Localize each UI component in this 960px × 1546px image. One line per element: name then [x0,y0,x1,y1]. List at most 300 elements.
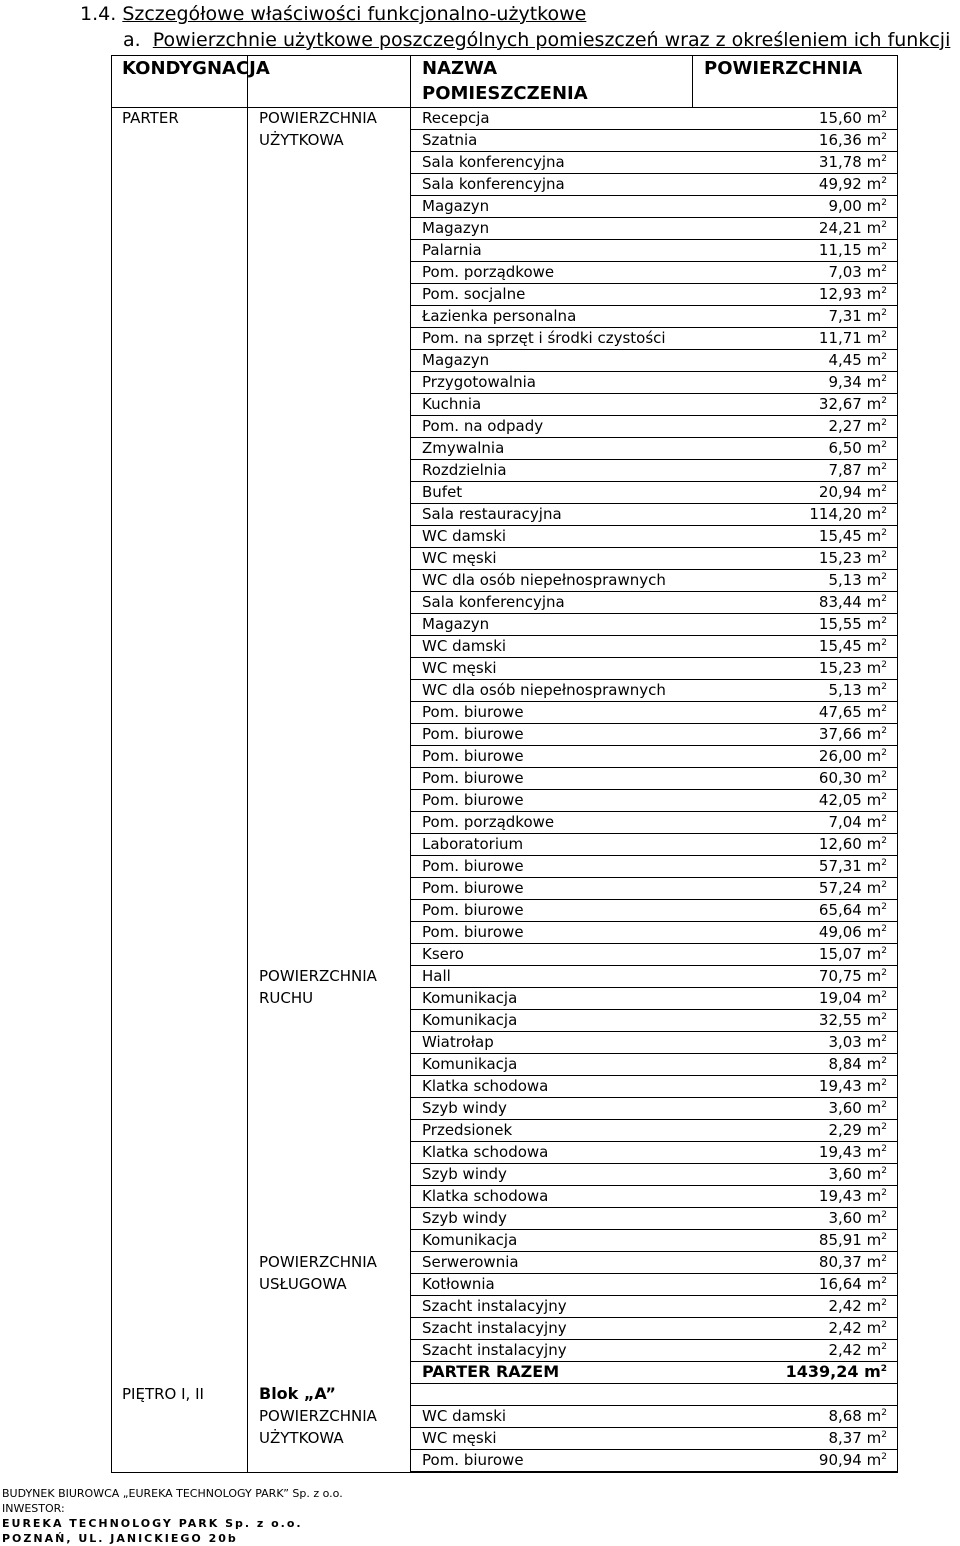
area-unit-exponent: 2 [881,902,887,912]
room-area-value: 9,00 [828,197,862,215]
room-area [819,327,887,349]
area-unit-exponent: 2 [881,1144,887,1154]
area-unit: m [866,153,882,171]
room-area-value: 3,60 [828,1209,862,1227]
room-name: WC damski [422,1407,507,1425]
room-area [828,1163,887,1185]
room-name: Pom. biurowe [422,791,524,809]
room-area [828,371,887,393]
area-unit-exponent: 2 [880,1364,887,1374]
area-unit: m [866,1231,882,1249]
area-unit: m [866,1341,882,1359]
room-area-value: 12,60 [818,835,862,853]
area-unit: m [866,1187,882,1205]
area-unit-exponent: 2 [881,1254,887,1264]
room-area-value: 90,94 [818,1451,862,1469]
room-area [819,745,887,767]
room-area [828,349,887,371]
room-name: Pom. na sprzęt i środki czystości [422,329,666,347]
room-area [819,1185,887,1207]
room-name: WC męski [422,659,497,677]
section-heading [80,3,586,25]
block-label: Blok „A” [259,1384,336,1403]
room-name: Rozdzielnia [422,461,507,479]
area-unit: m [866,483,882,501]
room-area-value: 114,20 [809,505,862,523]
area-unit-exponent: 2 [881,1056,887,1066]
area-unit: m [866,1407,882,1425]
room-name: Sala konferencyjna [422,175,565,193]
area-unit: m [866,1451,882,1469]
room-area [828,1427,887,1449]
room-area-value: 3,60 [828,1099,862,1117]
storey-label: PIĘTRO I, II [122,1385,204,1403]
room-area-value: 2,42 [828,1341,862,1359]
room-area [819,965,887,987]
area-unit-exponent: 2 [881,748,887,758]
table-header-border [112,107,897,108]
area-unit: m [866,461,882,479]
area-unit-exponent: 2 [881,1430,887,1440]
group-label: USŁUGOWA [259,1275,347,1293]
area-unit: m [866,791,882,809]
row-border [410,1471,897,1472]
group-label: UŻYTKOWA [259,131,344,149]
area-unit: m [866,769,882,787]
room-area-value: 37,66 [818,725,862,743]
room-name: Ksero [422,945,464,963]
room-area-value: 1439,24 [785,1362,859,1381]
room-name: Pom. biurowe [422,879,524,897]
storey-label: PARTER [122,109,179,127]
area-unit: m [866,681,882,699]
room-area-value: 11,71 [818,329,862,347]
room-area [828,1405,887,1427]
area-unit-exponent: 2 [881,154,887,164]
area-unit: m [866,197,882,215]
area-unit: m [866,131,882,149]
room-area [819,767,887,789]
area-unit-exponent: 2 [881,1232,887,1242]
area-unit: m [866,219,882,237]
area-unit-exponent: 2 [881,418,887,428]
room-name: Szyb windy [422,1099,507,1117]
room-area [819,1273,887,1295]
area-unit: m [866,593,882,611]
area-unit-exponent: 2 [881,308,887,318]
section-title: Szczegółowe właściwości funkcjonalno-użytkowe [122,3,587,25]
room-name: Magazyn [422,219,490,237]
area-unit: m [866,1121,882,1139]
room-area-value: 4,45 [828,351,862,369]
room-name: Wiatrołap [422,1033,494,1051]
room-area [828,195,887,217]
room-area-value: 7,87 [828,461,862,479]
room-area-value: 2,27 [828,417,862,435]
room-name: Klatka schodowa [422,1077,549,1095]
room-area-table [111,55,898,1473]
room-area [819,217,887,239]
area-unit-exponent: 2 [881,286,887,296]
area-unit: m [866,1297,882,1315]
room-area [828,261,887,283]
area-unit: m [866,725,882,743]
room-area [819,481,887,503]
group-label: UŻYTKOWA [259,1429,344,1447]
room-area-value: 2,42 [828,1297,862,1315]
room-name: Pom. biurowe [422,901,524,919]
room-area-value: 19,04 [818,989,862,1007]
area-unit-exponent: 2 [881,924,887,934]
area-unit: m [866,417,882,435]
area-unit-exponent: 2 [881,990,887,1000]
area-unit-exponent: 2 [881,1276,887,1286]
area-unit-exponent: 2 [881,110,887,120]
room-name: PARTER RAZEM [422,1362,560,1381]
room-area [819,1449,887,1471]
area-unit-exponent: 2 [881,264,887,274]
room-area [819,107,887,129]
room-area [828,1207,887,1229]
document-footer [2,1486,343,1546]
area-unit: m [866,857,882,875]
area-unit: m [866,373,882,391]
area-unit: m [866,1143,882,1161]
room-area [819,921,887,943]
area-unit: m [866,637,882,655]
area-unit-exponent: 2 [881,1012,887,1022]
room-area-value: 2,42 [828,1319,862,1337]
room-name: Komunikacja [422,1055,518,1073]
group-label: POWIERZCHNIA [259,967,377,985]
room-name: Pom. biurowe [422,703,524,721]
room-area [828,459,887,481]
header-area: POWIERZCHNIA [704,58,863,79]
room-area [819,1075,887,1097]
area-unit-exponent: 2 [881,1452,887,1462]
footer-investor-name: EUREKA TECHNOLOGY PARK Sp. z o.o. [2,1517,303,1530]
room-name: Komunikacja [422,1011,518,1029]
area-unit: m [866,901,882,919]
area-unit: m [866,659,882,677]
header-storey: KONDYGNACJA [122,58,270,79]
area-unit-exponent: 2 [881,660,887,670]
area-unit-exponent: 2 [881,616,887,626]
footer-investor-label: INWESTOR: [2,1502,65,1515]
room-area-value: 9,34 [828,373,862,391]
area-unit: m [866,285,882,303]
area-unit-exponent: 2 [881,792,887,802]
room-area [819,173,887,195]
room-area-value: 20,94 [818,483,862,501]
area-unit-exponent: 2 [881,550,887,560]
area-unit-exponent: 2 [881,330,887,340]
room-name: Szacht instalacyjny [422,1319,567,1337]
room-area [786,1361,887,1383]
room-area [819,943,887,965]
room-area-value: 47,65 [818,703,862,721]
area-unit-exponent: 2 [881,484,887,494]
room-name: Bufet [422,483,463,501]
room-area [828,1119,887,1141]
room-name: Pom. socjalne [422,285,526,303]
room-area-value: 5,13 [828,681,862,699]
room-area [819,899,887,921]
room-name: Pom. biurowe [422,747,524,765]
room-area [819,1229,887,1251]
subsection-heading [123,29,950,51]
room-area-value: 60,30 [818,769,862,787]
room-area-value: 19,43 [818,1143,862,1161]
room-area-value: 32,55 [818,1011,862,1029]
area-unit: m [866,615,882,633]
room-area [819,723,887,745]
room-area [819,833,887,855]
room-name: Kotłownia [422,1275,495,1293]
group-label: POWIERZCHNIA [259,1253,377,1271]
area-unit: m [866,989,882,1007]
area-unit-exponent: 2 [881,1122,887,1132]
room-area [819,701,887,723]
room-area-value: 16,64 [818,1275,862,1293]
area-unit-exponent: 2 [881,572,887,582]
room-area-value: 11,15 [818,241,862,259]
area-unit: m [866,879,882,897]
room-area [819,151,887,173]
area-unit-exponent: 2 [881,704,887,714]
area-unit-exponent: 2 [881,814,887,824]
area-unit: m [866,1253,882,1271]
area-unit-exponent: 2 [881,1342,887,1352]
room-name: Laboratorium [422,835,524,853]
room-name: Hall [422,967,451,985]
room-area-value: 57,31 [818,857,862,875]
room-area-value: 15,45 [818,637,862,655]
room-name: Pom. na odpady [422,417,544,435]
room-area-value: 83,44 [818,593,862,611]
area-unit: m [866,703,882,721]
area-unit: m [866,813,882,831]
room-area-value: 49,92 [818,175,862,193]
room-area-value: 24,21 [818,219,862,237]
room-name: WC damski [422,527,507,545]
area-unit-exponent: 2 [881,638,887,648]
room-area-value: 2,29 [828,1121,862,1139]
room-name: Przygotowalnia [422,373,536,391]
room-name: Szatnia [422,131,478,149]
area-unit-exponent: 2 [881,528,887,538]
area-unit-exponent: 2 [881,946,887,956]
room-area [828,305,887,327]
room-area-value: 16,36 [818,131,862,149]
area-unit: m [866,747,882,765]
room-name: Pom. biurowe [422,857,524,875]
room-name: Komunikacja [422,1231,518,1249]
room-area-value: 3,60 [828,1165,862,1183]
area-unit: m [866,263,882,281]
room-area-value: 7,31 [828,307,862,325]
footer-building: BUDYNEK BIUROWCA „EUREKA TECHNOLOGY PARK” Sp. z o.o. [2,1487,343,1500]
room-area-value: 57,24 [818,879,862,897]
room-area [809,503,887,525]
room-area-value: 8,68 [828,1407,862,1425]
room-area [819,789,887,811]
room-area [828,415,887,437]
room-area-value: 19,43 [818,1077,862,1095]
room-area [819,239,887,261]
room-area [819,591,887,613]
room-area-value: 65,64 [818,901,862,919]
room-area-value: 31,78 [818,153,862,171]
room-area [828,1097,887,1119]
room-area-value: 70,75 [818,967,862,985]
area-unit-exponent: 2 [881,880,887,890]
area-unit: m [866,945,882,963]
room-name: Szyb windy [422,1209,507,1227]
area-unit: m [866,1319,882,1337]
area-unit: m [866,505,882,523]
area-unit-exponent: 2 [881,1188,887,1198]
room-area-value: 8,84 [828,1055,862,1073]
room-name: Klatka schodowa [422,1187,549,1205]
area-unit: m [866,923,882,941]
room-name: Pom. biurowe [422,1451,524,1469]
room-area-value: 49,06 [818,923,862,941]
group-label: POWIERZCHNIA [259,109,377,127]
area-unit-exponent: 2 [881,1078,887,1088]
room-area-value: 42,05 [818,791,862,809]
room-name: Przedsionek [422,1121,513,1139]
area-unit-exponent: 2 [881,374,887,384]
area-unit-exponent: 2 [881,1166,887,1176]
area-unit-exponent: 2 [881,242,887,252]
room-name: Zmywalnia [422,439,505,457]
room-name: Magazyn [422,197,490,215]
room-area-value: 19,43 [818,1187,862,1205]
area-unit: m [866,1077,882,1095]
column-divider-storey [247,55,248,1472]
room-area [819,987,887,1009]
room-name: Komunikacja [422,989,518,1007]
room-area [819,1009,887,1031]
room-name: Magazyn [422,615,490,633]
room-area [828,1339,887,1361]
area-unit: m [866,527,882,545]
area-unit: m [866,1033,882,1051]
area-unit: m [866,967,882,985]
area-unit-exponent: 2 [881,1210,887,1220]
header-room-name-2: POMIESZCZENIA [422,83,588,104]
area-unit-exponent: 2 [881,836,887,846]
room-name: Szyb windy [422,1165,507,1183]
room-area-value: 15,45 [818,527,862,545]
room-name: Szacht instalacyjny [422,1341,567,1359]
area-unit: m [866,1011,882,1029]
room-name: Sala konferencyjna [422,153,565,171]
area-unit: m [866,1099,882,1117]
column-divider-group [410,55,411,1472]
area-unit: m [866,1165,882,1183]
room-name: Pom. porządkowe [422,263,555,281]
room-area [828,1317,887,1339]
room-area-value: 80,37 [818,1253,862,1271]
area-unit: m [866,571,882,589]
area-unit-exponent: 2 [881,198,887,208]
area-unit: m [866,1429,882,1447]
area-unit: m [866,549,882,567]
room-name: Pom. biurowe [422,769,524,787]
area-unit: m [866,241,882,259]
area-unit: m [866,109,882,127]
room-area [819,393,887,415]
room-area [819,635,887,657]
area-unit-exponent: 2 [881,726,887,736]
room-area [819,657,887,679]
subsection-marker: a. [123,29,141,51]
room-area [828,569,887,591]
room-name: Recepcja [422,109,490,127]
area-unit-exponent: 2 [881,1100,887,1110]
area-unit-exponent: 2 [881,352,887,362]
room-area [819,547,887,569]
room-name: Klatka schodowa [422,1143,549,1161]
area-unit-exponent: 2 [881,1408,887,1418]
room-area-value: 12,93 [818,285,862,303]
area-unit: m [866,439,882,457]
room-area-value: 32,67 [818,395,862,413]
column-divider-header-area [692,55,693,107]
room-name: Pom. porządkowe [422,813,555,831]
room-area [819,877,887,899]
area-unit: m [866,1055,882,1073]
room-name: Pom. biurowe [422,923,524,941]
room-name: WC dla osób niepełnosprawnych [422,681,666,699]
area-unit: m [866,351,882,369]
room-name: WC męski [422,1429,497,1447]
area-unit-exponent: 2 [881,1320,887,1330]
section-number: 1.4. [80,3,117,25]
room-area-value: 6,50 [828,439,862,457]
room-area-value: 5,13 [828,571,862,589]
room-area-value: 15,60 [818,109,862,127]
room-area [828,1053,887,1075]
room-area [819,283,887,305]
room-name: WC dla osób niepełnosprawnych [422,571,666,589]
room-name: Serwerownia [422,1253,519,1271]
area-unit-exponent: 2 [881,440,887,450]
room-area [828,811,887,833]
subsection-title: Powierzchnie użytkowe poszczególnych pomieszczeń wraz z określeniem ich funkcji [152,29,951,51]
room-name: Łazienka personalna [422,307,577,325]
area-unit-exponent: 2 [881,682,887,692]
area-unit: m [866,835,882,853]
room-area [828,1031,887,1053]
room-area-value: 15,23 [818,549,862,567]
area-unit-exponent: 2 [881,968,887,978]
room-area [819,525,887,547]
room-area-value: 7,04 [828,813,862,831]
room-area-value: 85,91 [818,1231,862,1249]
room-name: Magazyn [422,351,490,369]
area-unit: m [864,1362,881,1381]
room-area [828,437,887,459]
room-area-value: 3,03 [828,1033,862,1051]
area-unit: m [866,395,882,413]
room-name: Sala konferencyjna [422,593,565,611]
room-name: Sala restauracyjna [422,505,562,523]
area-unit-exponent: 2 [881,396,887,406]
area-unit: m [866,329,882,347]
